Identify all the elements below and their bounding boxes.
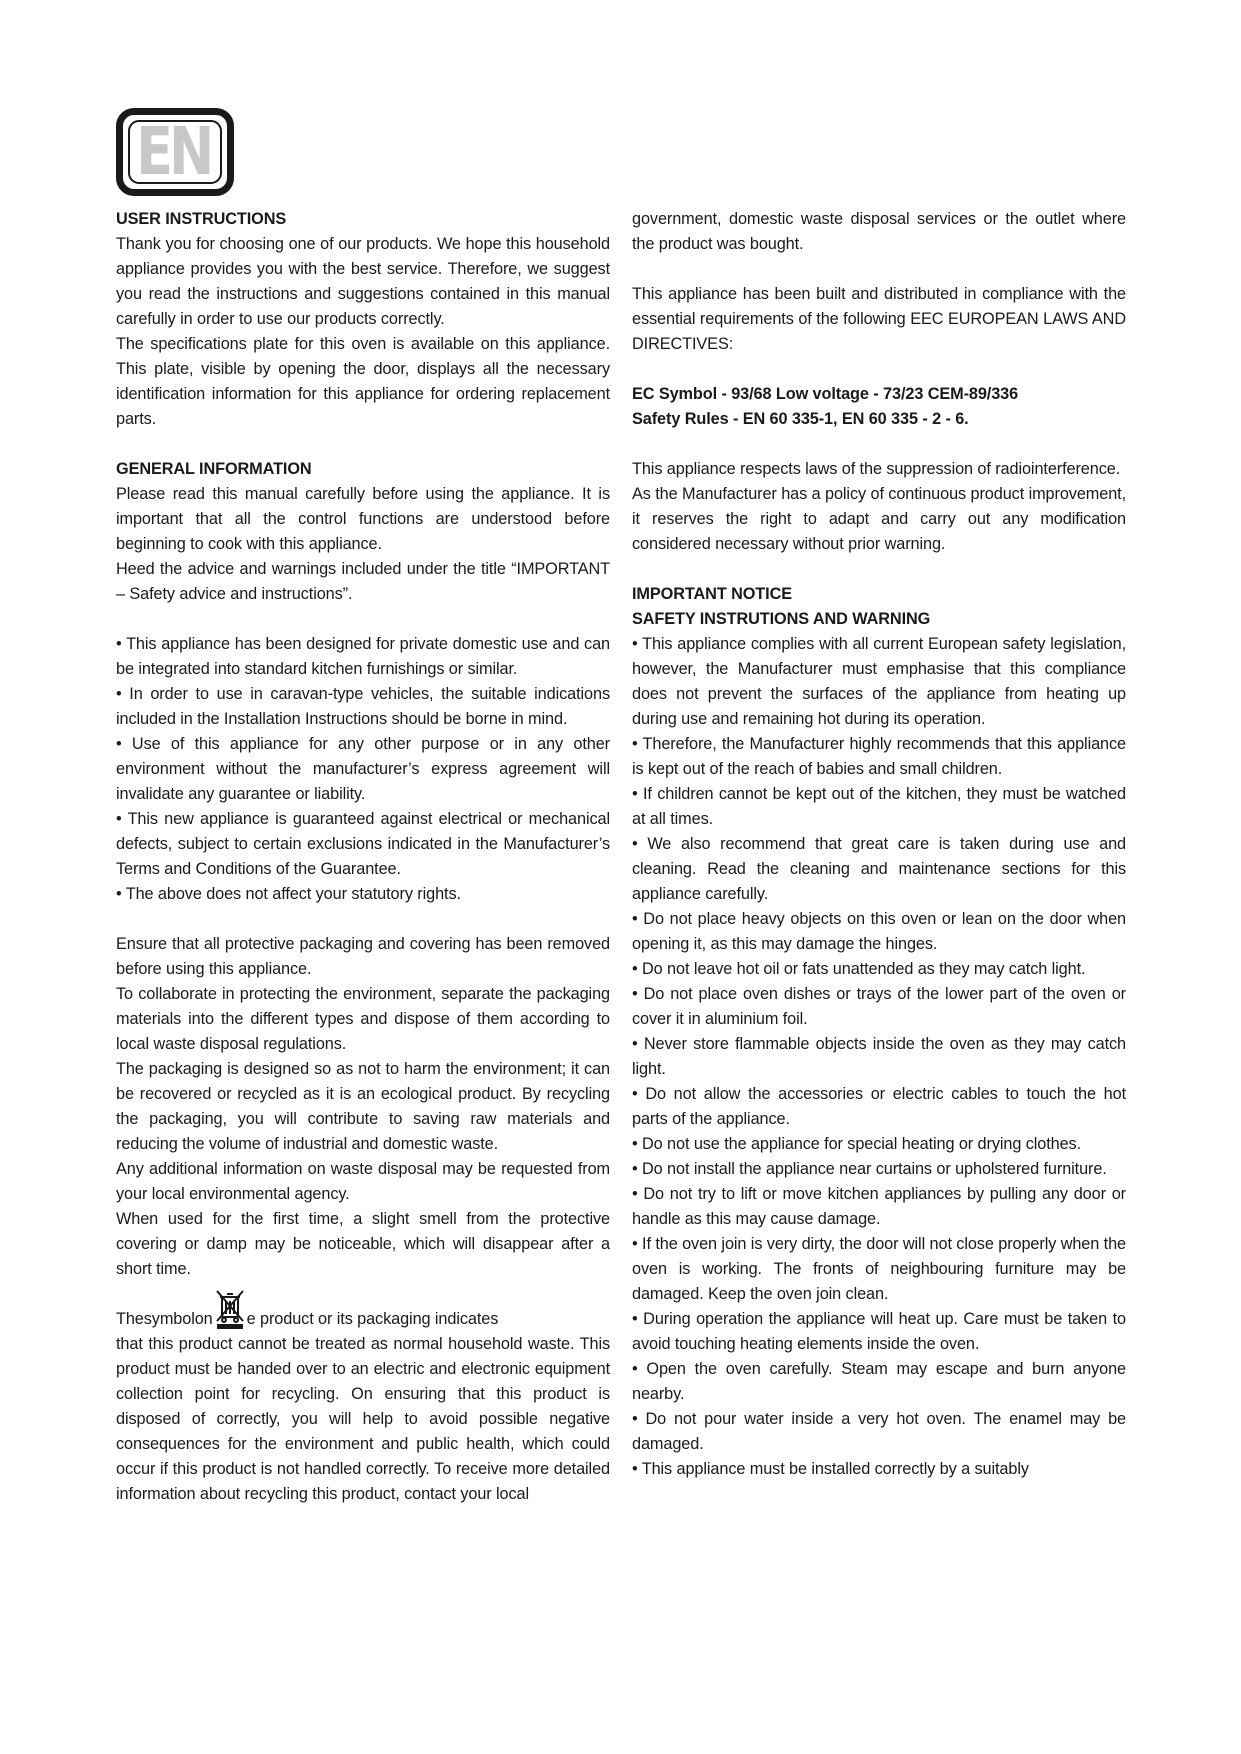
packaging-paragraph-5: When used for the first time, a slight smell from the protective covering or damp may be noticeable, which will disappear after a short time. xyxy=(116,1210,610,1278)
general-paragraph-1: Please read this manual carefully before using the appliance. It is important that all the control functions are understood before beginning to cook with this appliance. xyxy=(116,485,610,553)
radio-interference-paragraph: This appliance respects laws of the suppression of radiointerference. xyxy=(632,460,1121,478)
list-item: • Use of this appliance for any other purpose or in any other environment without the manufacturer’s express agreement will invalidate any guarantee or liability. xyxy=(116,735,610,803)
list-item: • This new appliance is guaranteed against electrical or mechanical defects, subject to certain exclusions indicated in the Manufacturer’s Terms and Conditions of the Guarantee. xyxy=(116,810,610,878)
packaging-paragraph-4: Any additional information on waste disposal may be requested from your local environmental agency. xyxy=(116,1160,610,1203)
list-item: • If children cannot be kept out of the kitchen, they must be watched at all times. xyxy=(632,785,1126,828)
list-item: • Open the oven carefully. Steam may escape and burn anyone nearby. xyxy=(632,1360,1126,1403)
right-column xyxy=(632,207,1126,1482)
continuation-paragraph: government, domestic waste disposal services or the outlet where the product was bought. xyxy=(632,210,1126,253)
symbol-line xyxy=(116,1307,610,1332)
list-item: • This appliance has been designed for private domestic use and can be integrated into standard kitchen furnishings or similar. xyxy=(116,635,610,678)
manufacturer-policy-paragraph: As the Manufacturer has a policy of continuous product improvement, it reserves the right to adapt and carry out any modification considered necessary without prior warning. xyxy=(632,485,1126,553)
user-paragraph-1: Thank you for choosing one of our products. We hope this household appliance provides you with the best service. Therefore, we suggest you read the instructions and suggestions contained in this manual carefully in order to use our products correctly. xyxy=(116,235,610,328)
compliance-paragraph: This appliance has been built and distributed in compliance with the essential requirements of the following EEC EUROPEAN LAWS AND DIRECTIVES: xyxy=(632,285,1126,353)
list-item: • This appliance must be installed correctly by a suitably xyxy=(632,1460,1029,1478)
list-item: • Do not leave hot oil or fats unattended as they may catch light. xyxy=(632,960,1086,978)
list-item: • In order to use in caravan-type vehicles, the suitable indications included in the Installation Instructions should be borne in mind. xyxy=(116,685,610,728)
language-badge xyxy=(116,108,234,196)
list-item: • Therefore, the Manufacturer highly recommends that this appliance is kept out of the reach of babies and small children. xyxy=(632,735,1126,778)
list-item: • Do not allow the accessories or electric cables to touch the hot parts of the appliance. xyxy=(632,1085,1126,1128)
important-notice-heading: IMPORTANT NOTICE xyxy=(632,585,792,603)
packaging-paragraph-3: The packaging is designed so as not to harm the environment; it can be recovered or recycled as it is an ecological product. By recycling the packaging, you will contribute to saving raw materials and reducing the volume of industrial and domestic waste. xyxy=(116,1060,610,1153)
list-item: • During operation the appliance will heat up. Care must be taken to avoid touching heating elements inside the oven. xyxy=(632,1310,1126,1353)
general-paragraph-2: Heed the advice and warnings included under the title “IMPORTANT – Safety advice and instructions”. xyxy=(116,560,610,603)
list-item: • We also recommend that great care is taken during use and cleaning. Read the cleaning and maintenance sections for this appliance carefully. xyxy=(632,835,1126,903)
list-item: • The above does not affect your statutory rights. xyxy=(116,885,461,903)
list-item: • If the oven join is very dirty, the door will not close properly when the oven is working. The fronts of neighbouring furniture may be damaged. Keep the oven join clean. xyxy=(632,1235,1126,1303)
list-item: • This appliance complies with all current European safety legislation, however, the Manufacturer must emphasise that this compliance does not prevent the surfaces of the appliance from heating up during use and remaining hot during its operation. xyxy=(632,635,1126,728)
symbol-paragraph: that this product cannot be treated as normal household waste. This product must be handed over to an electric and electronic equipment collection point for recycling. On ensuring that this product is disposed of correctly, you will help to avoid possible negative consequences for the environment and public health, which could occur if this product is not handled correctly. To receive more detailed information about recycling this product, contact your local xyxy=(116,1335,610,1503)
symbol-lead-text: Thesymbolon xyxy=(116,1310,213,1328)
left-column xyxy=(116,207,610,1507)
list-item: • Do not pour water inside a very hot oven. The enamel may be damaged. xyxy=(632,1410,1126,1453)
ec-symbol-line: EC Symbol - 93/68 Low voltage - 73/23 CEM-89/336 xyxy=(632,385,1019,403)
weee-bin-icon xyxy=(213,1307,247,1332)
safety-rules-line: Safety Rules - EN 60 335-1, EN 60 335 - 2 - 6. xyxy=(632,410,969,428)
user-instructions-heading: USER INSTRUCTIONS xyxy=(116,210,287,228)
packaging-paragraph-2: To collaborate in protecting the environment, separate the packaging materials into the different types and dispose of them according to local waste disposal regulations. xyxy=(116,985,610,1053)
list-item: • Do not install the appliance near curtains or upholstered furniture. xyxy=(632,1160,1107,1178)
user-paragraph-2: The specifications plate for this oven is available on this appliance. This plate, visible by opening the door, displays all the necessary identification information for this appliance for ordering replacement parts. xyxy=(116,335,610,428)
list-item: • Do not try to lift or move kitchen appliances by pulling any door or handle as this may cause damage. xyxy=(632,1185,1126,1228)
language-code: EN xyxy=(135,113,211,190)
packaging-paragraph-1: Ensure that all protective packaging and covering has been removed before using this appliance. xyxy=(116,935,610,978)
general-information-heading: GENERAL INFORMATION xyxy=(116,460,312,478)
list-item: • Do not place heavy objects on this oven or lean on the door when opening it, as this may damage the hinges. xyxy=(632,910,1126,953)
list-item: • Do not use the appliance for special heating or drying clothes. xyxy=(632,1135,1082,1153)
list-item: • Never store flammable objects inside the oven as they may catch light. xyxy=(632,1035,1126,1078)
safety-instructions-heading: SAFETY INSTRUTIONS AND WARNING xyxy=(632,610,931,628)
list-item: • Do not place oven dishes or trays of the lower part of the oven or cover it in aluminium foil. xyxy=(632,985,1126,1028)
symbol-tail-text: e product or its packaging indicates xyxy=(246,1310,499,1328)
